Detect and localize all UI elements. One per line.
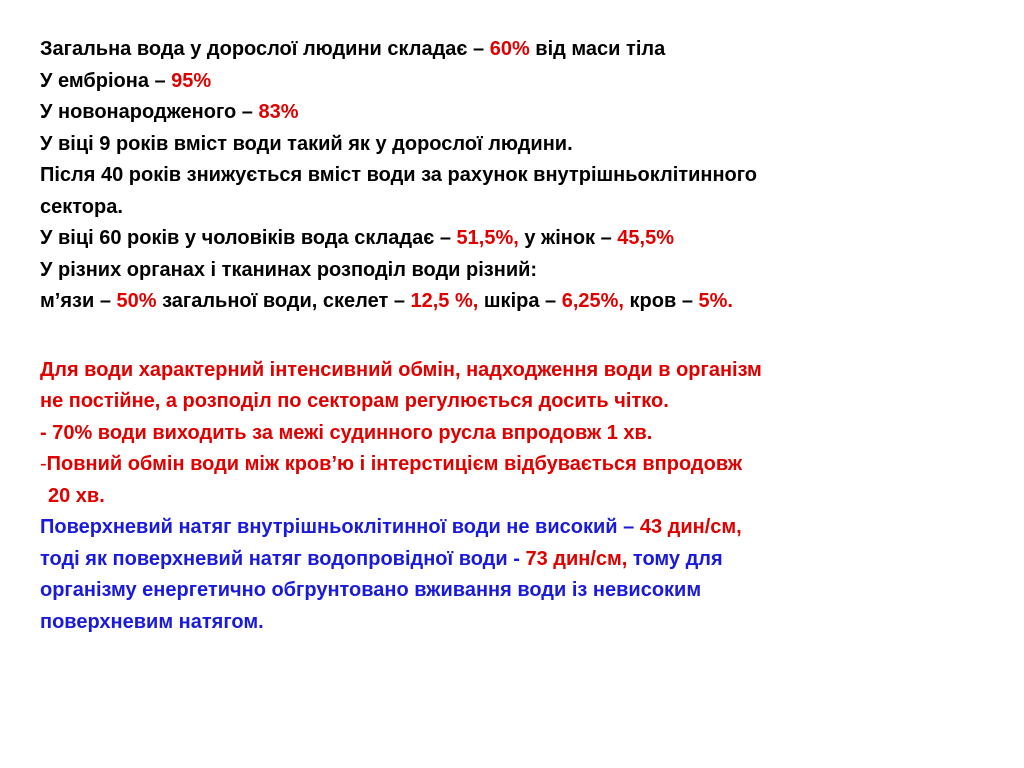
exchange-text-cont: не постійне, а розподіл по секторам регулюється досить чітко. (40, 390, 669, 412)
muscles-percent: 50% (116, 290, 157, 312)
exchange-line (40, 355, 980, 387)
vessel-line (40, 418, 980, 450)
tension-conclusion-end: поверхневим натягом. (40, 610, 264, 633)
full-exchange-time: 20 хв. (48, 484, 105, 507)
adult-water-line (40, 34, 980, 66)
full-exchange-line (40, 449, 980, 481)
tension-text: Поверхневий натяг внутрішньоклітинної води не високий – (40, 516, 640, 538)
embryo-line (40, 66, 980, 98)
blood-text: кров – (623, 290, 699, 312)
age9-line (40, 129, 980, 161)
age60-line (40, 223, 980, 255)
tension-intracellular-value: 43 дин/см, (639, 516, 742, 538)
age60-men-percent: 51,5%, (456, 227, 519, 249)
slide-text (40, 34, 980, 638)
adult-water-percent: 60% (489, 38, 530, 60)
tension-tap-value: 73 дин/см, (525, 547, 628, 570)
adult-water-suffix: від маси тіла (529, 38, 666, 60)
newborn-percent: 83% (258, 101, 299, 123)
blood-percent: 5%. (698, 290, 733, 312)
age60-women-percent: 45,5% (617, 227, 675, 249)
exchange-text: Для води характерний інтенсивний обмін, надходження води в організм (40, 358, 762, 381)
organs-text: У різних органах і тканинах розподіл води різний: (40, 258, 538, 281)
muscles-text: м’язи – (40, 290, 117, 312)
full-exchange-time-line (40, 481, 980, 513)
age9-text: У віці 9 років вміст води такий як у дорослої людини. (40, 132, 573, 155)
distribution-line (40, 286, 980, 318)
tension-line-3 (40, 575, 980, 607)
organs-line (40, 255, 980, 287)
tension-line-4 (40, 607, 980, 639)
embryo-text: У ембріона – (40, 69, 172, 92)
full-exchange-dash: - (40, 453, 47, 475)
full-exchange-text: Повний обмін води між кров’ю і інтерстицієм відбувається впродовж (46, 453, 743, 475)
skeleton-percent: 12,5 %, (410, 290, 479, 312)
age60-text: У віці 60 років у чоловіків вода складає – (40, 227, 457, 249)
vessel-text: - 70% води виходить за межі судинного русла впродовж 1 хв. (40, 421, 653, 444)
tension-conclusion-text: організму енергетично обгрунтовано вживання води із невисоким (40, 579, 702, 601)
embryo-percent: 95% (171, 69, 212, 92)
age40-line (40, 160, 980, 192)
age40-text: Після 40 років знижується вміст води за рахунок внутрішньоклітинного (40, 164, 758, 186)
skeleton-text: загальної води, скелет – (156, 290, 411, 312)
tension-line-2 (40, 544, 980, 576)
skin-percent: 6,25%, (561, 290, 624, 312)
tension-tap-text: тоді як поверхневий натяг водопровідної води - (40, 547, 526, 570)
age40-text-cont: сектора. (40, 195, 123, 218)
tension-line (40, 512, 980, 544)
newborn-text: У новонародженого – (40, 101, 259, 123)
adult-water-text: Загальна вода у дорослої людини складає – (40, 38, 490, 60)
tension-tap-suffix: тому для (627, 547, 723, 570)
paragraph-gap (40, 318, 980, 355)
exchange-line-cont (40, 386, 980, 418)
age40-line-cont (40, 192, 980, 224)
age60-women-text: у жінок – (518, 227, 618, 249)
skin-text: шкіра – (478, 290, 562, 312)
newborn-line (40, 97, 980, 129)
